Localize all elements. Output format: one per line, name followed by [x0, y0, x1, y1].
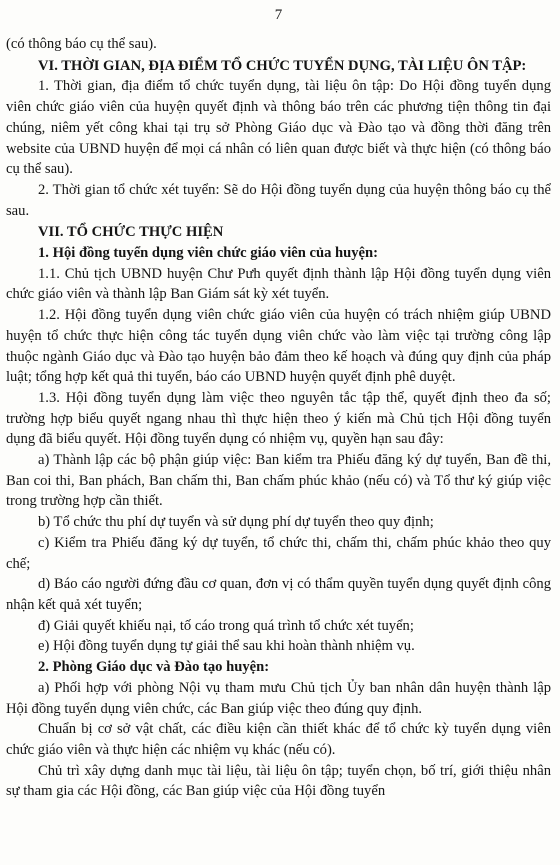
paragraph-2-lead: Chủ trì xây dựng danh mục tài liệu, tài liệu ôn tập; tuyển chọn, bố trí, giới thiệu nhân sự tham gia các Hội đồng, các Ban giúp việc của Hội đồng tuyển: [6, 762, 551, 800]
paragraph-vi-2: 2. Thời gian tổ chức xét tuyển: Sẽ do Hội đồng tuyển dụng của huyện thông báo cụ thể sau.: [6, 181, 551, 219]
list-item-d: d) Báo cáo người đứng đầu cơ quan, đơn vị có thẩm quyền tuyển dụng quyết định công nhận kết quả xét tuyển;: [6, 576, 551, 613]
list-item-e: e) Hội đồng tuyển dụng tự giải thể sau khi hoàn thành nhiệm vụ.: [38, 638, 415, 655]
list-item-dd: đ) Giải quyết khiếu nại, tố cáo trong quá trình tổ chức xét tuyển;: [38, 617, 414, 634]
paragraph-1-3: 1.3. Hội đồng tuyển dụng làm việc theo nguyên tắc tập thể, quyết định theo đa số; trường hợp biểu quyết ngang nhau thì thực hiện theo ý kiến mà Chủ tịch Hội đồng tuyển dụng đã biểu quyết. Hội đồng tuyển dụng có nhiệm vụ, quyền hạn sau đây:: [6, 389, 551, 448]
list-item-a: a) Thành lập các bộ phận giúp việc: Ban kiểm tra Phiếu đăng ký dự tuyển, Ban đề thi, Ban coi thi, Ban phách, Ban chấm thi, Ban chấm phúc khảo (nếu có) và Tổ thư ký giúp việc trong trường hợp cần thiết.: [6, 452, 551, 510]
section-heading-vii: VII. TỔ CHỨC THỰC HIỆN: [38, 224, 224, 241]
list-item-c: c) Kiểm tra Phiếu đăng ký dự tuyển, tổ chức thi, chấm thi, chấm phúc khảo theo quy chế;: [6, 534, 551, 572]
page-number: 7: [274, 7, 283, 23]
paragraph-vi-1: 1. Thời gian, địa điểm tổ chức tuyển dụng, tài liệu ôn tập: Do Hội đồng tuyển dụng viên chức giáo viên của huyện quyết định và thông báo trên các phương tiện thông tin đại chúng, niêm yết công khai tại trụ sở Phòng Giáo dục và Đào tạo và đồng thời đăng trên website của UBND huyện để mọi cá nhân có liên quan được biết và thực hiện (có thông báo cụ thể sau).: [6, 78, 551, 178]
subheading-education-office: 2. Phòng Giáo dục và Đào tạo huyện:: [38, 659, 270, 676]
paragraph-1-2: 1.2. Hội đồng tuyển dụng viên chức giáo viên của huyện có trách nhiệm giúp UBND huyện tổ chức thực hiện công tác tuyển dụng viên chức vào làm việc tại trường công lập thuộc ngành Giáo dục và Đào tạo huyện bảo đảm theo kế hoạch và đúng quy định của pháp luật; tổng hợp kết quả thi tuyển, báo cáo UBND huyện quyết định phê duyệt.: [6, 307, 551, 386]
paragraph-2-prepare: Chuẩn bị cơ sở vật chất, các điều kiện cần thiết khác để tổ chức kỳ tuyển dụng viên chức giáo viên và thực hiện các nhiệm vụ khác (nếu có).: [6, 721, 551, 758]
paragraph-2-a: a) Phối hợp với phòng Nội vụ tham mưu Chủ tịch Ủy ban nhân dân huyện thành lập Hội đồng tuyển dụng viên chức, các Ban giúp việc theo đúng quy định.: [6, 679, 551, 717]
paragraph-1-1: 1.1. Chủ tịch UBND huyện Chư Pưh quyết định thành lập Hội đồng tuyển dụng viên chức giáo viên và thành lập Ban Giám sát kỳ xét tuyển.: [6, 265, 551, 303]
section-heading-vi: VI. THỜI GIAN, ĐỊA ĐIỂM TỔ CHỨC TUYỂN DỤNG, TÀI LIỆU ÔN TẬP:: [38, 57, 527, 74]
list-item-b: b) Tổ chức thu phí dự tuyển và sử dụng phí dự tuyển theo quy định;: [38, 514, 434, 531]
paragraph-continuation: (có thông báo cụ thể sau).: [6, 36, 157, 52]
subheading-council: 1. Hội đồng tuyển dụng viên chức giáo viên của huyện:: [38, 245, 379, 262]
